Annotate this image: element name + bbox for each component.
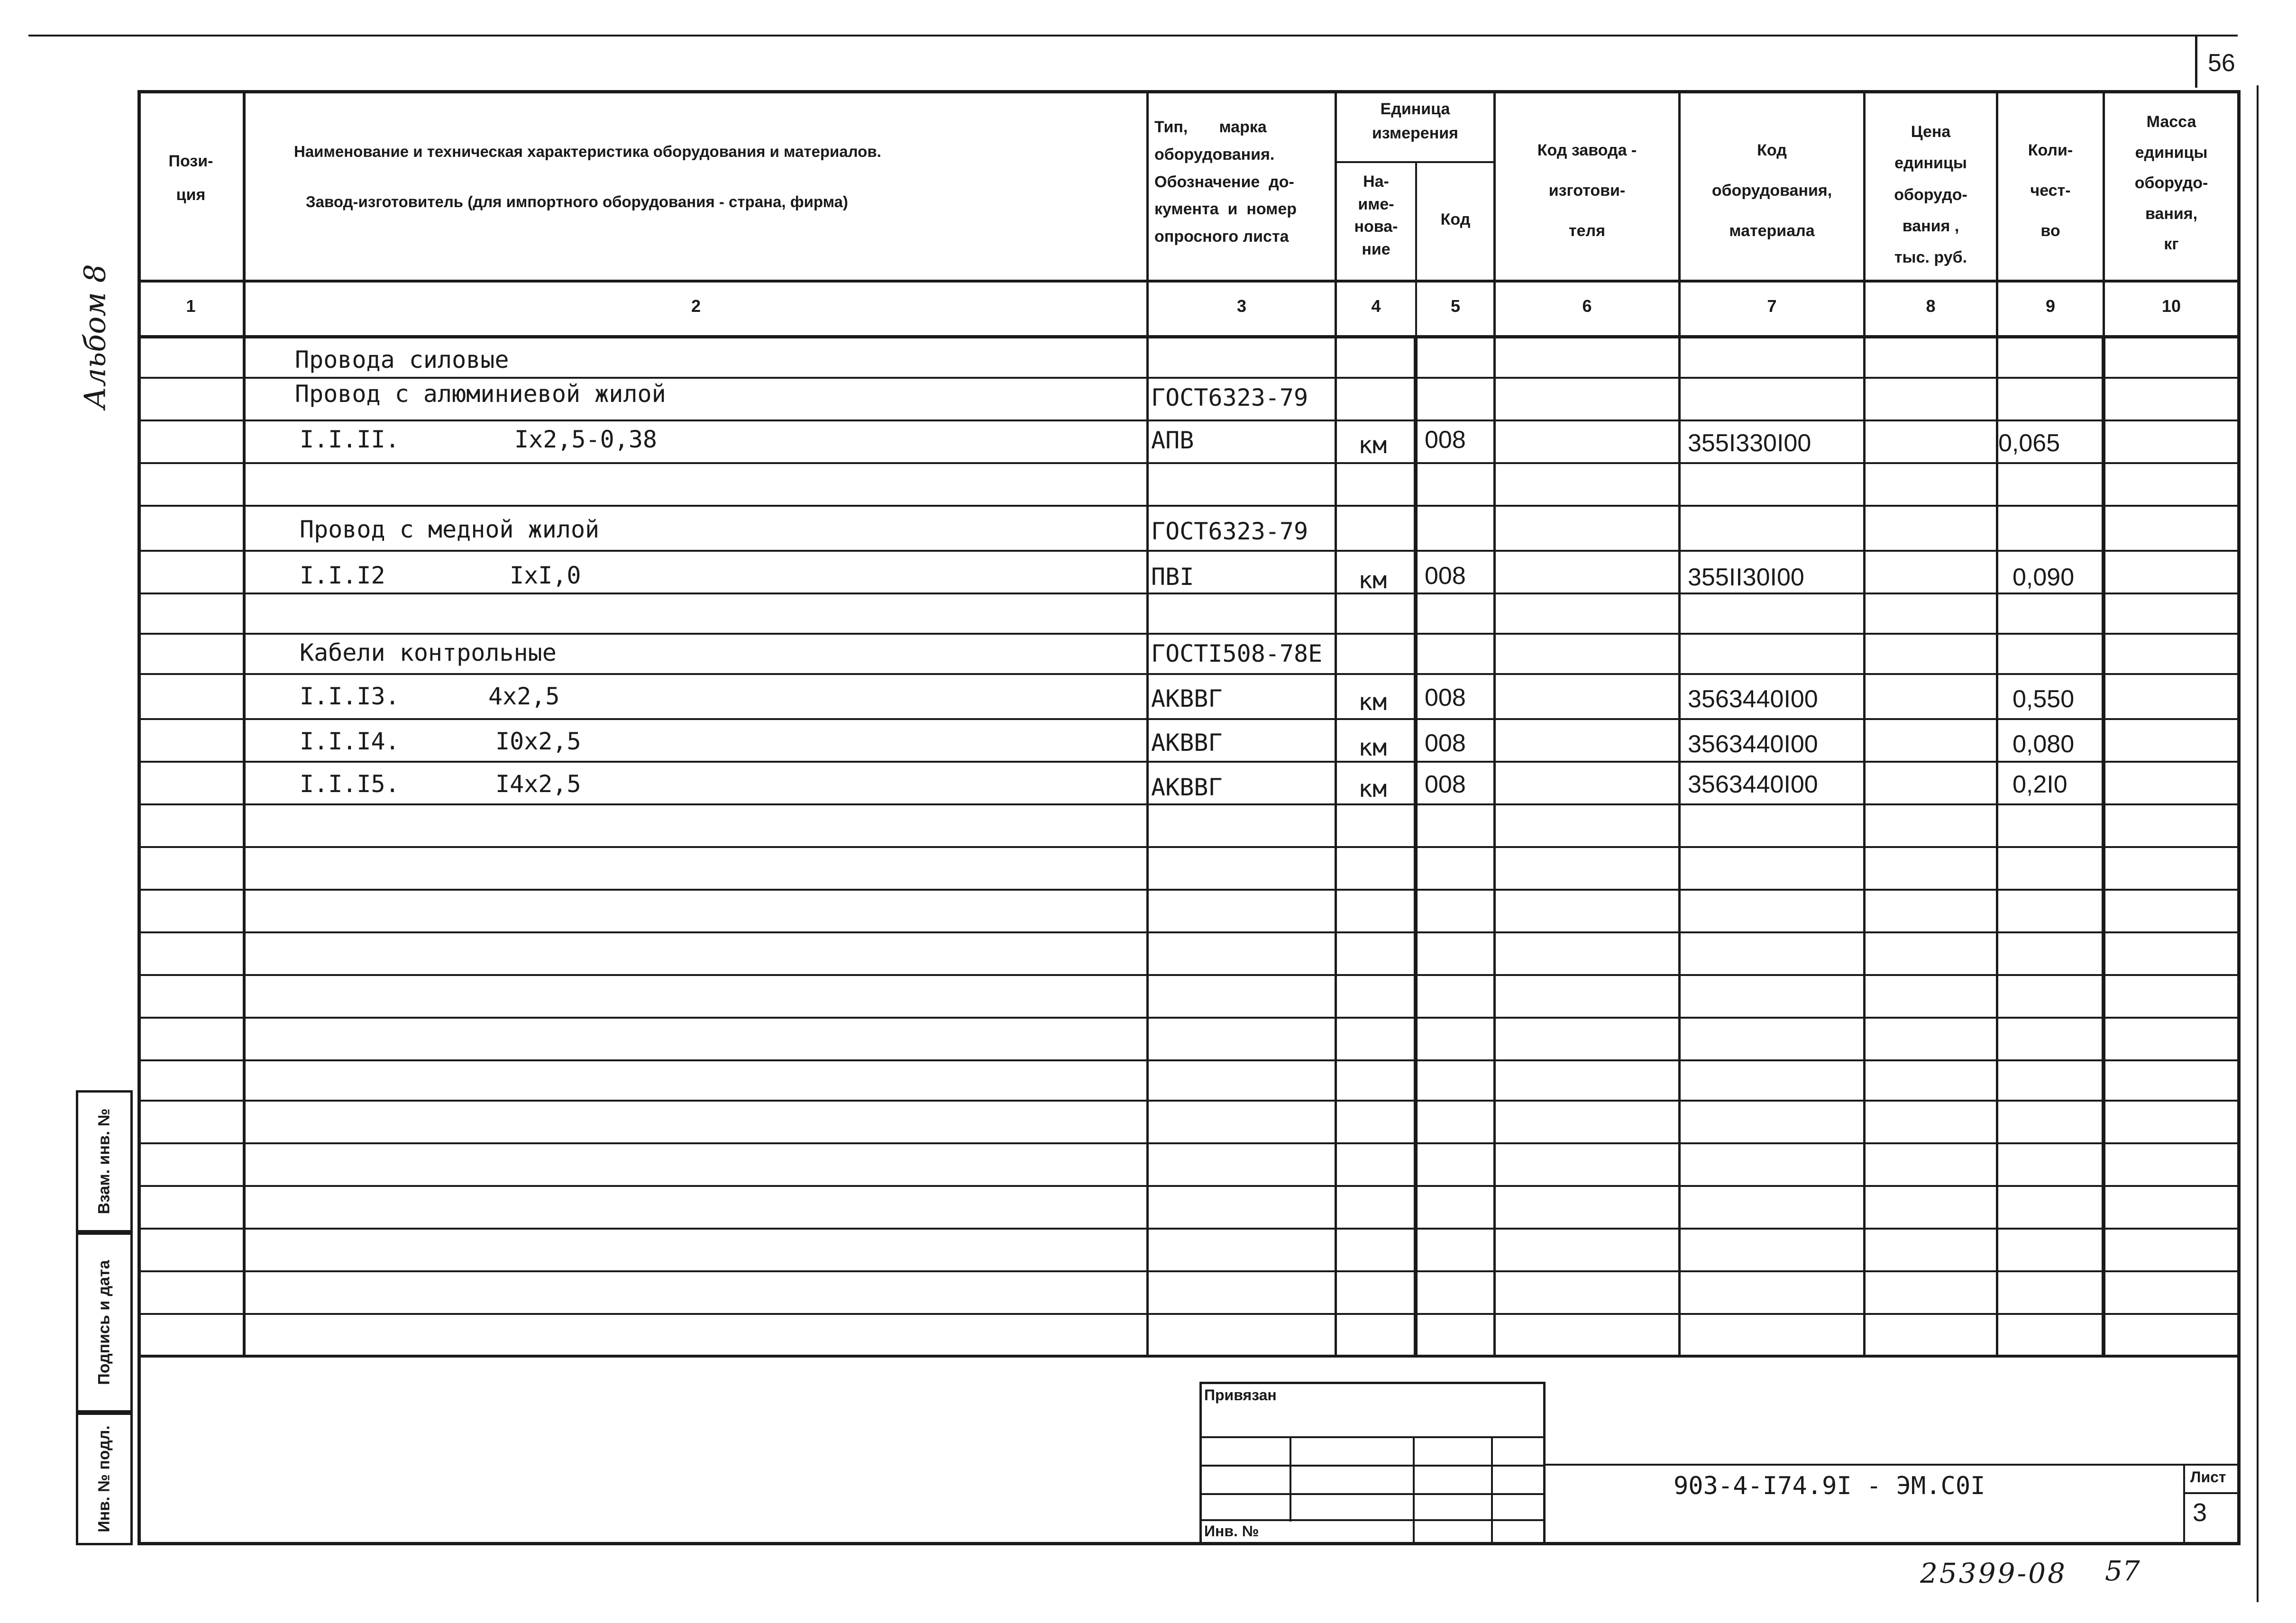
row-line — [137, 1142, 2241, 1144]
header-col6: Код завода - изготови- теля — [1537, 141, 1637, 240]
row-line — [137, 931, 2241, 933]
header-bottom-line — [137, 280, 2241, 283]
privyazan-vline-1 — [1290, 1436, 1291, 1522]
row9-code: 008 — [1425, 771, 1466, 798]
header-col3: Тип, марка оборудования. Обозначение до- кумента и номер опросного листа — [1154, 118, 1297, 246]
privyazan-line-4 — [1199, 1519, 1546, 1521]
row-line — [137, 1185, 2241, 1187]
privyazan-line-1 — [1199, 1436, 1546, 1438]
unit-group-divider — [1335, 161, 1496, 163]
row8-pos: I.I.I4. — [300, 728, 400, 755]
colnum-8: 8 — [1926, 296, 1936, 316]
row-line — [137, 1059, 2241, 1061]
row4-type: ГОСТ6323-79 — [1151, 518, 1308, 545]
side-stamp-vzam — [76, 1090, 133, 1232]
privyazan-vline-2 — [1413, 1436, 1415, 1545]
row3-spec: Iх2,5-0,38 — [514, 426, 658, 453]
document-code: 903-4-I74.9I - ЭМ.С0I — [1674, 1472, 1985, 1500]
colnum-bottom-line — [137, 335, 2241, 338]
row4-name: Провод с медной жилой — [300, 516, 600, 543]
colnum-7: 7 — [1767, 296, 1777, 316]
sheet-number: 3 — [2193, 1498, 2207, 1527]
row-line — [137, 974, 2241, 976]
footer-page-number: 57 — [2105, 1555, 2140, 1587]
side-stamp-inv-text: Инв. № подл. — [95, 1425, 113, 1532]
header-col2-line2: Завод-изготовитель (для импортного оборудования - страна, фирма) — [306, 193, 848, 210]
header-unit-group: Единица измерения — [1372, 100, 1458, 142]
row9-pos: I.I.I5. — [300, 770, 400, 798]
album-label — [71, 256, 119, 417]
row7-pos: I.I.I3. — [300, 683, 400, 710]
row3-code: 008 — [1425, 426, 1466, 454]
side-stamp-inv — [76, 1413, 133, 1545]
row3-matcode: 355I330I00 — [1688, 429, 1811, 457]
row8-unit: км — [1358, 734, 1387, 761]
row5-type: ПВI — [1151, 563, 1194, 591]
row5-pos: I.I.I2 — [300, 562, 385, 589]
row-line — [137, 593, 2241, 594]
right-margin-line — [2257, 85, 2259, 1602]
row-line — [137, 419, 2241, 421]
row-line — [137, 1270, 2241, 1272]
footer-archive-code: 25399-08 — [1920, 1557, 2067, 1589]
sheet-box-divider — [2183, 1492, 2241, 1494]
row-line — [137, 761, 2241, 763]
side-stamp-podpis — [76, 1232, 133, 1413]
row-line — [137, 462, 2241, 464]
row-line — [137, 1313, 2241, 1315]
header-col7: Код оборудования, материала — [1711, 141, 1832, 240]
row9-qty: 0,2I0 — [2012, 771, 2067, 798]
page-number: 56 — [2208, 49, 2235, 77]
row7-qty: 0,550 — [2012, 685, 2075, 713]
inv-no-label: Инв. № — [1204, 1523, 1259, 1540]
header-col5: Код — [1440, 210, 1471, 228]
row5-spec: IхI,0 — [510, 562, 581, 589]
privyazan-line-2 — [1199, 1465, 1546, 1467]
row5-qty: 0,090 — [2012, 564, 2075, 591]
row-line — [137, 803, 2241, 805]
row-line — [137, 1100, 2241, 1102]
row9-unit: км — [1358, 775, 1387, 802]
header-col10: Масса единицы оборудо- вания, кг — [2134, 113, 2208, 254]
row1-name: Провода силовые — [295, 346, 509, 374]
album-label-text: Альбом 8 — [77, 264, 112, 409]
privyazan-vline-3 — [1491, 1436, 1493, 1545]
row-line — [137, 505, 2241, 507]
row7-spec: 4х2,5 — [488, 683, 560, 710]
privyazan-line-3 — [1199, 1493, 1546, 1495]
privyazan-label: Привязан — [1204, 1386, 1277, 1404]
row-line — [137, 1017, 2241, 1019]
header-col1: Пози- ция — [168, 152, 213, 204]
row-line — [137, 673, 2241, 675]
row7-code: 008 — [1425, 684, 1466, 711]
colnum-9: 9 — [2045, 296, 2056, 316]
sheet-box-left — [2183, 1464, 2185, 1545]
row8-type: АКВВГ — [1151, 729, 1223, 757]
row7-unit: км — [1358, 688, 1387, 716]
colnum-1: 1 — [186, 296, 196, 316]
row2-name: Провод с алюминиевой жилой — [295, 380, 666, 408]
top-rule — [28, 35, 2238, 36]
row5-matcode: 355II30I00 — [1688, 564, 1804, 591]
colnum-2: 2 — [691, 296, 701, 316]
colnum-5: 5 — [1450, 296, 1461, 316]
doc-code-top-line — [1546, 1464, 2241, 1466]
row8-code: 008 — [1425, 729, 1466, 757]
row8-spec: I0х2,5 — [495, 728, 581, 755]
row3-type: АПВ — [1151, 427, 1194, 454]
header-col2-line1: Наименование и техническая характеристика оборудования и материалов. — [294, 143, 881, 160]
row-line — [137, 377, 2241, 379]
table-body-bottom — [137, 1355, 2241, 1358]
row3-qty: 0,065 — [1998, 429, 2060, 457]
row6-name: Кабели контрольные — [300, 639, 557, 666]
row-line — [137, 633, 2241, 635]
row3-pos: I.I.II. — [300, 426, 400, 453]
row-line — [137, 846, 2241, 848]
row2-type: ГОСТ6323-79 — [1151, 384, 1308, 411]
row-line — [137, 718, 2241, 720]
row3-unit: км — [1358, 431, 1387, 459]
row9-matcode: 3563440I00 — [1688, 771, 1818, 798]
colnum-10: 10 — [2161, 296, 2181, 316]
row5-code: 008 — [1425, 562, 1466, 590]
page-number-box — [2195, 36, 2240, 88]
side-stamp-vzam-text: Взам. инв. № — [95, 1108, 113, 1214]
colnum-3: 3 — [1236, 296, 1247, 316]
row-line — [137, 889, 2241, 891]
row-line — [137, 1228, 2241, 1230]
header-col4: На- име- нова- ние — [1354, 173, 1398, 258]
row9-spec: I4х2,5 — [495, 770, 581, 798]
row7-type: АКВВГ — [1151, 685, 1223, 712]
header-col8: Цена единицы оборудо- вания , тыс. руб. — [1894, 123, 1967, 267]
colnum-6: 6 — [1582, 296, 1592, 316]
side-stamp-podpis-text: Подпись и дата — [95, 1260, 113, 1385]
header-col9: Коли- чест- во — [2028, 141, 2073, 240]
row-line — [137, 550, 2241, 552]
row7-matcode: 3563440I00 — [1688, 685, 1818, 713]
row8-qty: 0,080 — [2012, 730, 2075, 758]
row5-unit: км — [1358, 566, 1387, 594]
row9-type: АКВВГ — [1151, 774, 1223, 801]
colnum-4: 4 — [1371, 296, 1381, 316]
row8-matcode: 3563440I00 — [1688, 730, 1818, 758]
sheet-label: Лист — [2190, 1468, 2226, 1486]
row6-type: ГОСТI508-78Е — [1151, 640, 1323, 667]
